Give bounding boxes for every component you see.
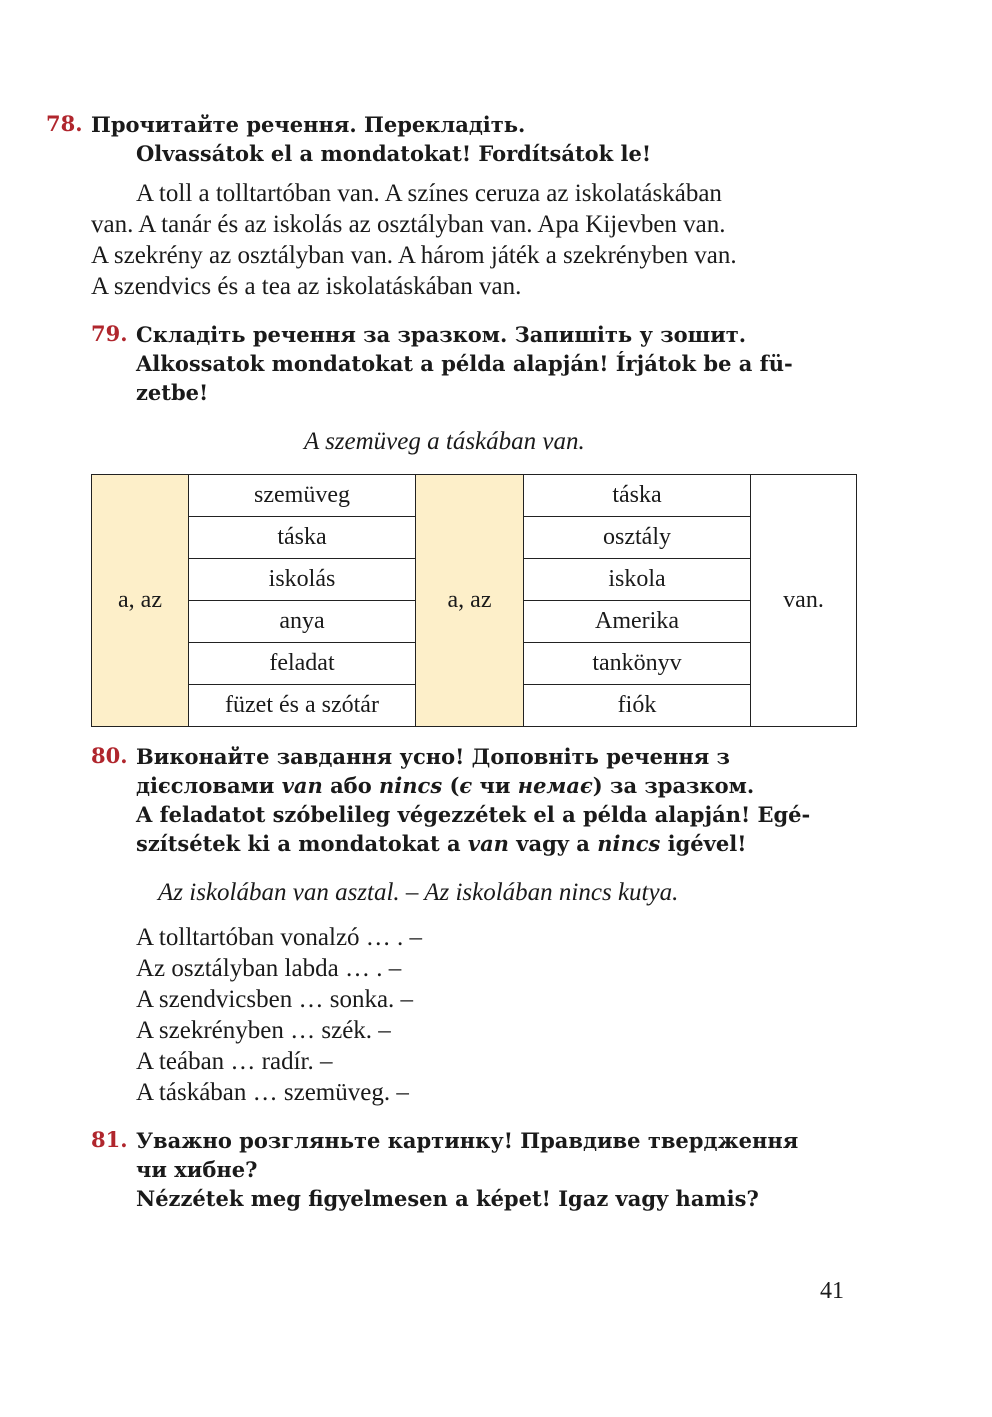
exercise-79-heading [136, 320, 793, 407]
heading-fragment: або [322, 773, 380, 798]
verb-cell: van. [751, 475, 857, 727]
heading-fragment: чи [472, 773, 518, 798]
exercise-78-text [91, 178, 871, 302]
heading-fragment: дієсловами [136, 773, 282, 798]
heading-line: A feladatot szóbelileg végezzétek el a példa alapján! Egé- [136, 802, 811, 827]
substitution-table [91, 474, 857, 727]
noun-cell: iskolás [189, 559, 416, 601]
sentence-line: A tolltartóban vonalzó … . – [136, 924, 423, 951]
place-cell: fiók [524, 685, 751, 727]
exercise-78-heading-uk: Прочитайте речення. Перекладіть. [91, 112, 526, 137]
page-number: 41 [820, 1278, 844, 1304]
place-cell: tankönyv [524, 643, 751, 685]
text-line: A szekrény az osztályban van. A három játék a szekrényben van. [91, 242, 737, 269]
heading-fragment: ) за зразком. [592, 773, 755, 798]
heading-fragment: nincs [597, 831, 661, 856]
heading-fragment: немає [517, 773, 593, 798]
heading-line: zetbe! [136, 380, 209, 405]
article-cell-1: a, az [92, 475, 189, 727]
article-cell-2: a, az [416, 475, 524, 727]
heading-fragment: vagy a [508, 831, 598, 856]
heading-line [136, 829, 810, 858]
exercise-79-example: A szemüveg a táskában van. [304, 428, 585, 455]
sentence-line: A táskában … szemüveg. – [136, 1079, 409, 1106]
noun-cell: anya [189, 601, 416, 643]
sentence-line: Az osztályban labda … . – [136, 955, 402, 982]
exercise-80-heading [136, 742, 810, 858]
place-cell: táska [524, 475, 751, 517]
place-cell: Amerika [524, 601, 751, 643]
noun-cell: feladat [189, 643, 416, 685]
heading-line: Виконайте завдання усно! Доповніть речення з [136, 744, 730, 769]
exercise-78-heading-hu: Olvassátok el a mondatokat! Fordítsátok le! [136, 141, 652, 166]
text-line: van. A tanár és az iskolás az osztályban van. Apa Kijevben van. [91, 211, 726, 238]
heading-line: чи хибне? [136, 1157, 258, 1182]
text-line: A szendvics és a tea az iskolatáskában van. [91, 273, 522, 300]
exercise-80-number: 80. [91, 743, 128, 768]
heading-fragment: szítsétek ki a mondatokat a [136, 831, 468, 856]
noun-cell: szemüveg [189, 475, 416, 517]
exercise-79-number: 79. [91, 321, 128, 346]
sentence-line: A szendvicsben … sonka. – [136, 986, 414, 1013]
noun-cell: táska [189, 517, 416, 559]
exercise-81-heading [136, 1126, 798, 1213]
sentence-line: A teában … radír. – [136, 1048, 333, 1075]
heading-fragment: van [281, 773, 323, 798]
heading-fragment: ( [442, 773, 460, 798]
noun-cell: füzet és a szótár [189, 685, 416, 727]
place-cell: osztály [524, 517, 751, 559]
heading-line: Alkossatok mondatokat a példa alapján! Írjátok be a fü- [136, 351, 793, 376]
heading-line: Складіть речення за зразком. Запишіть у зошит. [136, 322, 747, 347]
place-cell: iskola [524, 559, 751, 601]
heading-fragment: nincs [379, 773, 443, 798]
heading-line [136, 771, 810, 800]
exercise-80-sentences [136, 922, 422, 1108]
heading-fragment: igével! [660, 831, 747, 856]
heading-line: Nézzétek meg figyelmesen a képet! Igaz vagy hamis? [136, 1186, 759, 1211]
exercise-80-example: Az iskolában van asztal. – Az iskolában nincs kutya. [158, 879, 679, 906]
heading-fragment: є [459, 773, 473, 798]
heading-line: Уважно розгляньте картинку! Правдиве твердження [136, 1128, 799, 1153]
exercise-78-number: 78. [46, 111, 83, 136]
exercise-81-number: 81. [91, 1127, 128, 1152]
heading-fragment: van [467, 831, 509, 856]
exercise-78-heading [91, 110, 651, 168]
sentence-line: A szekrényben … szék. – [136, 1017, 391, 1044]
text-line: A toll a tolltartóban van. A színes ceruza az iskolatáskában [136, 180, 722, 207]
